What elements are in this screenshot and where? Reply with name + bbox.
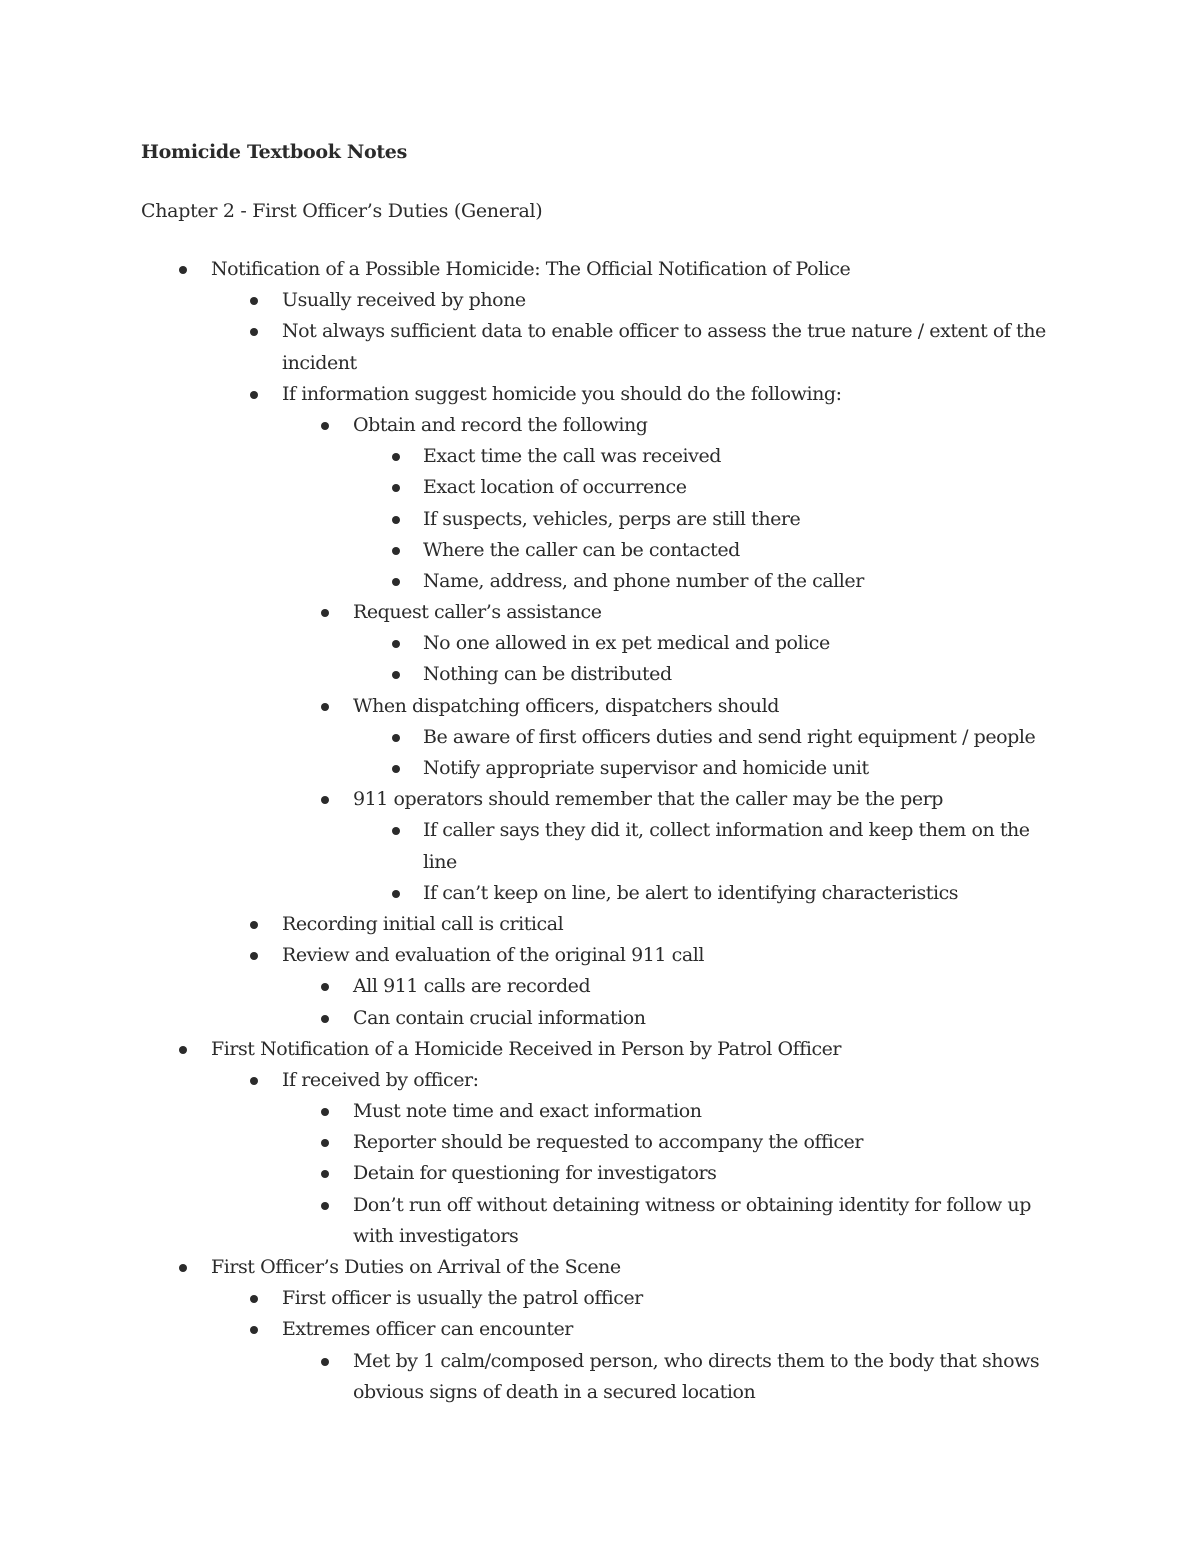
list-item-text: If suspects, vehicles, perps are still there (423, 507, 801, 530)
list-item-text: First Officer’s Duties on Arrival of the Scene (211, 1256, 621, 1278)
list-item-continuation (0, 847, 1200, 878)
bullet-icon (392, 890, 400, 898)
bullet-icon (250, 921, 258, 929)
bullet-icon (321, 609, 329, 617)
list-item (0, 878, 1200, 909)
bullet-icon (321, 983, 329, 991)
list-item (0, 1003, 1200, 1034)
list-item (0, 597, 1200, 628)
list-item-text: When dispatching officers, dispatchers should (353, 694, 779, 717)
list-item-text: If information suggest homicide you should do the following: (282, 382, 842, 405)
bullet-icon (321, 703, 329, 711)
bullet-icon (392, 547, 400, 555)
list-item-text: Where the caller can be contacted (423, 538, 740, 561)
bullet-icon (321, 1108, 329, 1116)
list-item-text: If can’t keep on line, be alert to identifying characteristics (423, 881, 959, 904)
list-item-text: Name, address, and phone number of the caller (423, 569, 864, 592)
list-item-text: Can contain crucial information (353, 1006, 646, 1029)
list-item (0, 784, 1200, 815)
bullet-icon (392, 734, 400, 742)
list-item-text: Don’t run off without detaining witness or obtaining identity for follow up (353, 1193, 1031, 1216)
list-item-text: If received by officer: (282, 1068, 479, 1091)
list-item-text: incident (282, 351, 357, 374)
bullet-icon (392, 671, 400, 679)
list-item (0, 971, 1200, 1002)
list-item-text: If caller says they did it, collect information and keep them on the (423, 819, 1030, 842)
list-item (0, 722, 1200, 753)
list-item (0, 379, 1200, 410)
list-item-continuation (0, 1377, 1200, 1408)
bullet-icon (392, 484, 400, 492)
bullet-icon (179, 1046, 187, 1054)
list-item (0, 1034, 1200, 1065)
list-item (0, 472, 1200, 503)
list-item-text: Nothing can be distributed (423, 663, 672, 686)
list-item (0, 285, 1200, 316)
list-item (0, 410, 1200, 441)
bullet-icon (321, 1015, 329, 1023)
list-item-text: Exact location of occurrence (423, 476, 687, 499)
list-item-text: All 911 calls are recorded (353, 975, 591, 998)
bullet-icon (392, 453, 400, 461)
list-item-text: Met by 1 calm/composed person, who directs them to the body that shows (353, 1349, 1040, 1372)
list-item-text: obvious signs of death in a secured location (353, 1380, 756, 1403)
list-item (0, 1314, 1200, 1345)
list-item (0, 1096, 1200, 1127)
list-item (0, 940, 1200, 971)
list-item (0, 1190, 1200, 1221)
list-item-text: with investigators (353, 1224, 519, 1247)
bullet-icon (250, 1326, 258, 1334)
list-item-text: Review and evaluation of the original 911 call (282, 944, 704, 967)
bullet-icon (321, 1358, 329, 1366)
bullet-icon (250, 328, 258, 336)
list-item (0, 1346, 1200, 1377)
list-item (0, 1127, 1200, 1158)
list-item (0, 535, 1200, 566)
list-item-continuation (0, 1221, 1200, 1252)
list-item-text: Must note time and exact information (353, 1100, 702, 1123)
list-item-text: Be aware of first officers duties and send right equipment / people (423, 725, 1036, 748)
bullet-icon (392, 640, 400, 648)
bullet-icon (321, 1202, 329, 1210)
list-item (0, 566, 1200, 597)
list-item (0, 659, 1200, 690)
list-item-text: Detain for questioning for investigators (353, 1162, 717, 1185)
bullet-icon (392, 516, 400, 524)
bullet-icon (179, 266, 187, 274)
notes-list (0, 254, 1200, 1408)
list-item (0, 504, 1200, 535)
list-item (0, 1065, 1200, 1096)
list-item (0, 1158, 1200, 1189)
bullet-icon (321, 1139, 329, 1147)
bullet-icon (321, 796, 329, 804)
bullet-icon (250, 952, 258, 960)
document-title: Homicide Textbook Notes (141, 141, 407, 163)
list-item-text: 911 operators should remember that the caller may be the perp (353, 788, 944, 811)
list-item-text: Obtain and record the following (353, 413, 648, 436)
bullet-icon (321, 1170, 329, 1178)
list-item-text: First officer is usually the patrol officer (282, 1287, 643, 1310)
list-item (0, 753, 1200, 784)
list-item-text: No one allowed in ex pet medical and police (423, 632, 830, 655)
bullet-icon (250, 391, 258, 399)
list-item (0, 441, 1200, 472)
bullet-icon (392, 765, 400, 773)
chapter-heading: Chapter 2 - First Officer’s Duties (General) (141, 200, 543, 222)
bullet-icon (250, 1295, 258, 1303)
list-item (0, 254, 1200, 285)
list-item-text: Usually received by phone (282, 289, 526, 312)
bullet-icon (321, 422, 329, 430)
list-item-text: line (423, 850, 457, 873)
bullet-icon (179, 1264, 187, 1272)
bullet-icon (250, 1077, 258, 1085)
list-item-text: Request caller’s assistance (353, 601, 602, 624)
list-item (0, 909, 1200, 940)
list-item-text: Notify appropriate supervisor and homicide unit (423, 757, 869, 779)
list-item-text: Recording initial call is critical (282, 912, 564, 935)
list-item-text: Notification of a Possible Homicide: The Official Notification of Police (211, 258, 851, 280)
list-item (0, 1283, 1200, 1314)
bullet-icon (392, 578, 400, 586)
list-item-text: Exact time the call was received (423, 445, 721, 468)
list-item-text: Extremes officer can encounter (282, 1318, 573, 1341)
bullet-icon (392, 827, 400, 835)
list-item (0, 815, 1200, 846)
list-item-continuation (0, 348, 1200, 379)
list-item-text: First Notification of a Homicide Received in Person by Patrol Officer (211, 1037, 842, 1060)
bullet-icon (250, 297, 258, 305)
list-item (0, 316, 1200, 347)
list-item-text: Reporter should be requested to accompany the officer (353, 1131, 863, 1154)
list-item (0, 691, 1200, 722)
list-item (0, 628, 1200, 659)
list-item (0, 1252, 1200, 1283)
list-item-text: Not always sufficient data to enable officer to assess the true nature / extent of the (282, 320, 1046, 343)
